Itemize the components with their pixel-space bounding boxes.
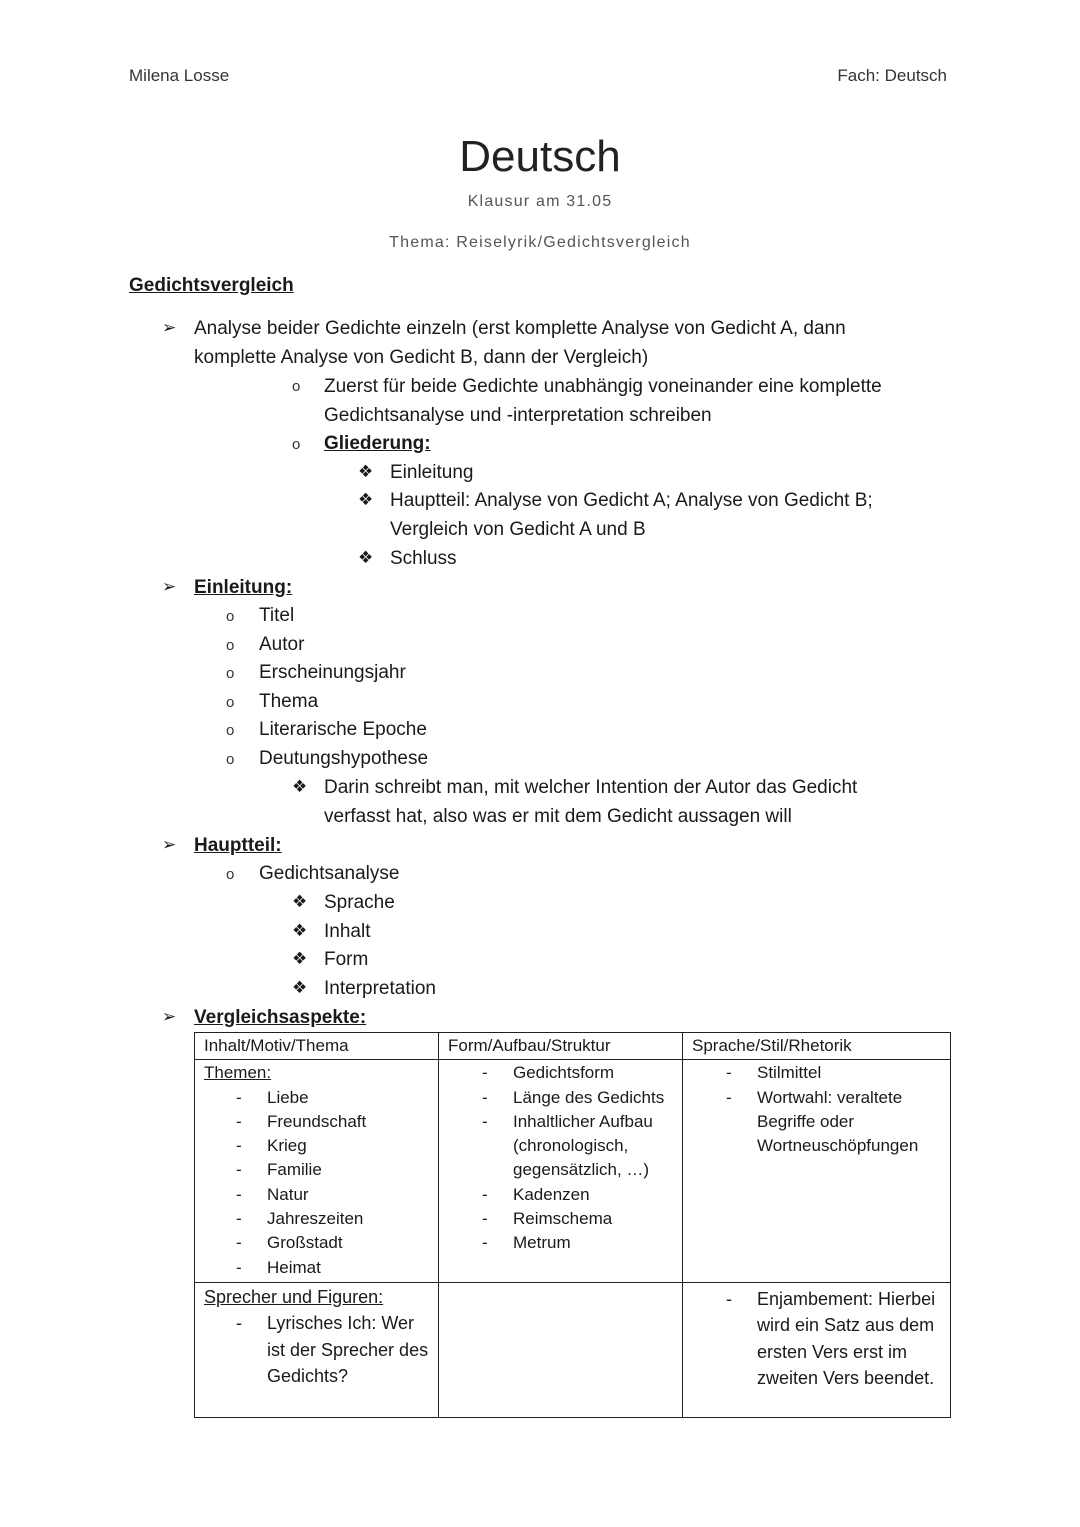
list-item: Freundschaft <box>267 1111 367 1131</box>
author-name: Milena Losse <box>129 66 230 85</box>
list-item: Krieg <box>267 1136 307 1156</box>
diamond-bullet-icon: ❖ <box>292 921 308 940</box>
list-item: Gedichtsform <box>513 1063 615 1083</box>
table-cell: - Stilmittel - Wortwahl: veraltete Begriffe oder Wortneuschöpfungen <box>683 1060 951 1283</box>
table-row <box>195 1282 951 1417</box>
table-row <box>195 1060 951 1283</box>
column-header: Sprache/Stil/Rhetorik <box>683 1033 951 1060</box>
gliederung-label: Gliederung: <box>324 433 431 454</box>
table-cell-empty <box>439 1282 683 1417</box>
hauptteil-subitem: Form <box>324 949 369 970</box>
einleitung-item: Titel <box>259 605 295 626</box>
hauptteil-subitem: Sprache <box>324 892 395 913</box>
table-header-row <box>195 1033 951 1060</box>
list-item: Länge des Gedichts <box>513 1087 665 1107</box>
einleitung-label: Einleitung: <box>194 577 293 598</box>
circle-bullet-icon: o <box>226 608 235 625</box>
circle-bullet-icon: o <box>292 378 301 395</box>
einleitung-item: Deutungshypothese <box>259 748 429 769</box>
analysis-line-2: komplette Analyse von Gedicht B, dann der Vergleich) <box>194 347 649 368</box>
list-item: Heimat <box>267 1257 321 1277</box>
list-item: Natur <box>267 1184 309 1204</box>
circle-bullet-icon: o <box>226 722 235 739</box>
diamond-bullet-icon: ❖ <box>292 978 308 997</box>
list-item: Familie <box>267 1160 322 1180</box>
einleitung-item: Autor <box>259 634 305 655</box>
list-item: Wortwahl: veraltete Begriffe oder Wortneuschöpfungen <box>757 1087 919 1156</box>
analysis-sub1-line-2: Gedichtsanalyse und -interpretation schreiben <box>324 405 712 426</box>
arrow-bullet-icon: ➢ <box>162 835 177 854</box>
einleitung-note-line-1: Darin schreibt man, mit welcher Intention der Autor das Gedicht <box>324 777 858 798</box>
circle-bullet-icon: o <box>226 637 235 654</box>
table-cell: Themen: - Liebe - Freundschaft - Krieg - Familie - Natur - Jahreszeiten - Großstadt - Heimat <box>195 1060 439 1283</box>
table-cell: - Enjambement: Hierbei wird ein Satz aus dem ersten Vers erst im zweiten Vers beendet. <box>683 1282 951 1417</box>
einleitung-note-line-2: verfasst hat, also was er mit dem Gedicht aussagen will <box>324 806 792 827</box>
hauptteil-subitem: Interpretation <box>324 978 436 999</box>
einleitung-item: Thema <box>259 691 319 712</box>
table-cell: - Gedichtsform - Länge des Gedichts - Inhaltlicher Aufbau (chronologisch, gegensätzlich, …) - Kadenzen - Reimschema - Metrum <box>439 1060 683 1283</box>
section-heading: Gedichtsvergleich <box>129 275 294 296</box>
arrow-bullet-icon: ➢ <box>162 577 177 596</box>
hauptteil-item: Gedichtsanalyse <box>259 863 400 884</box>
hauptteil-label: Hauptteil: <box>194 835 282 856</box>
exam-date: Klausur am 31.05 <box>467 193 613 210</box>
column-header: Inhalt/Motiv/Thema <box>195 1033 439 1060</box>
table-cell: Sprecher und Figuren: - Lyrisches Ich: Wer ist der Sprecher des Gedichts? <box>195 1282 439 1417</box>
list-item: Großstadt <box>267 1233 343 1253</box>
diamond-bullet-icon: ❖ <box>292 777 308 796</box>
subject-label: Fach: Deutsch <box>837 66 947 85</box>
circle-bullet-icon: o <box>292 436 301 453</box>
arrow-bullet-icon: ➢ <box>162 318 177 337</box>
gliederung-item-cont: Vergleich von Gedicht A und B <box>390 519 646 540</box>
diamond-bullet-icon: ❖ <box>358 490 374 509</box>
gliederung-item: Schluss <box>390 548 457 569</box>
analysis-line-1: Analyse beider Gedichte einzeln (erst komplette Analyse von Gedicht A, dann <box>194 318 846 339</box>
gliederung-item: Hauptteil: Analyse von Gedicht A; Analyse von Gedicht B; <box>390 490 873 511</box>
list-item: Metrum <box>513 1233 571 1253</box>
page-title: Deutsch <box>459 132 621 181</box>
diamond-bullet-icon: ❖ <box>358 548 374 567</box>
circle-bullet-icon: o <box>226 694 235 711</box>
list-item: Stilmittel <box>757 1063 822 1083</box>
gliederung-item: Einleitung <box>390 462 474 483</box>
circle-bullet-icon: o <box>226 665 235 682</box>
list-item: Liebe <box>267 1087 309 1107</box>
vergleich-label: Vergleichsaspekte: <box>194 1007 367 1028</box>
list-item: Reimschema <box>513 1209 613 1229</box>
einleitung-item: Literarische Epoche <box>259 719 427 740</box>
list-item: Kadenzen <box>513 1184 590 1204</box>
einleitung-item: Erscheinungsjahr <box>259 662 406 683</box>
circle-bullet-icon: o <box>226 866 235 883</box>
analysis-sub1-line-1: Zuerst für beide Gedichte unabhängig voneinander eine komplette <box>324 376 882 397</box>
diamond-bullet-icon: ❖ <box>292 949 308 968</box>
list-item: Inhaltlicher Aufbau (chronologisch, gegensätzlich, …) <box>513 1111 653 1180</box>
list-item: Jahreszeiten <box>267 1209 364 1229</box>
cell-caption: Themen: <box>204 1063 272 1083</box>
comparison-table <box>194 1032 951 1418</box>
arrow-bullet-icon: ➢ <box>162 1007 177 1026</box>
diamond-bullet-icon: ❖ <box>292 892 308 911</box>
cell-caption: Sprecher und Figuren: <box>204 1286 384 1307</box>
diamond-bullet-icon: ❖ <box>358 462 374 481</box>
list-item: Lyrisches Ich: Wer ist der Sprecher des Gedichts? <box>267 1313 429 1387</box>
hauptteil-subitem: Inhalt <box>324 921 371 942</box>
topic-line: Thema: Reiselyrik/Gedichtsvergleich <box>389 234 691 251</box>
circle-bullet-icon: o <box>226 751 235 768</box>
column-header: Form/Aufbau/Struktur <box>439 1033 683 1060</box>
list-item: Enjambement: Hierbei wird ein Satz aus dem ersten Vers erst im zweiten Vers beendet. <box>757 1288 936 1389</box>
